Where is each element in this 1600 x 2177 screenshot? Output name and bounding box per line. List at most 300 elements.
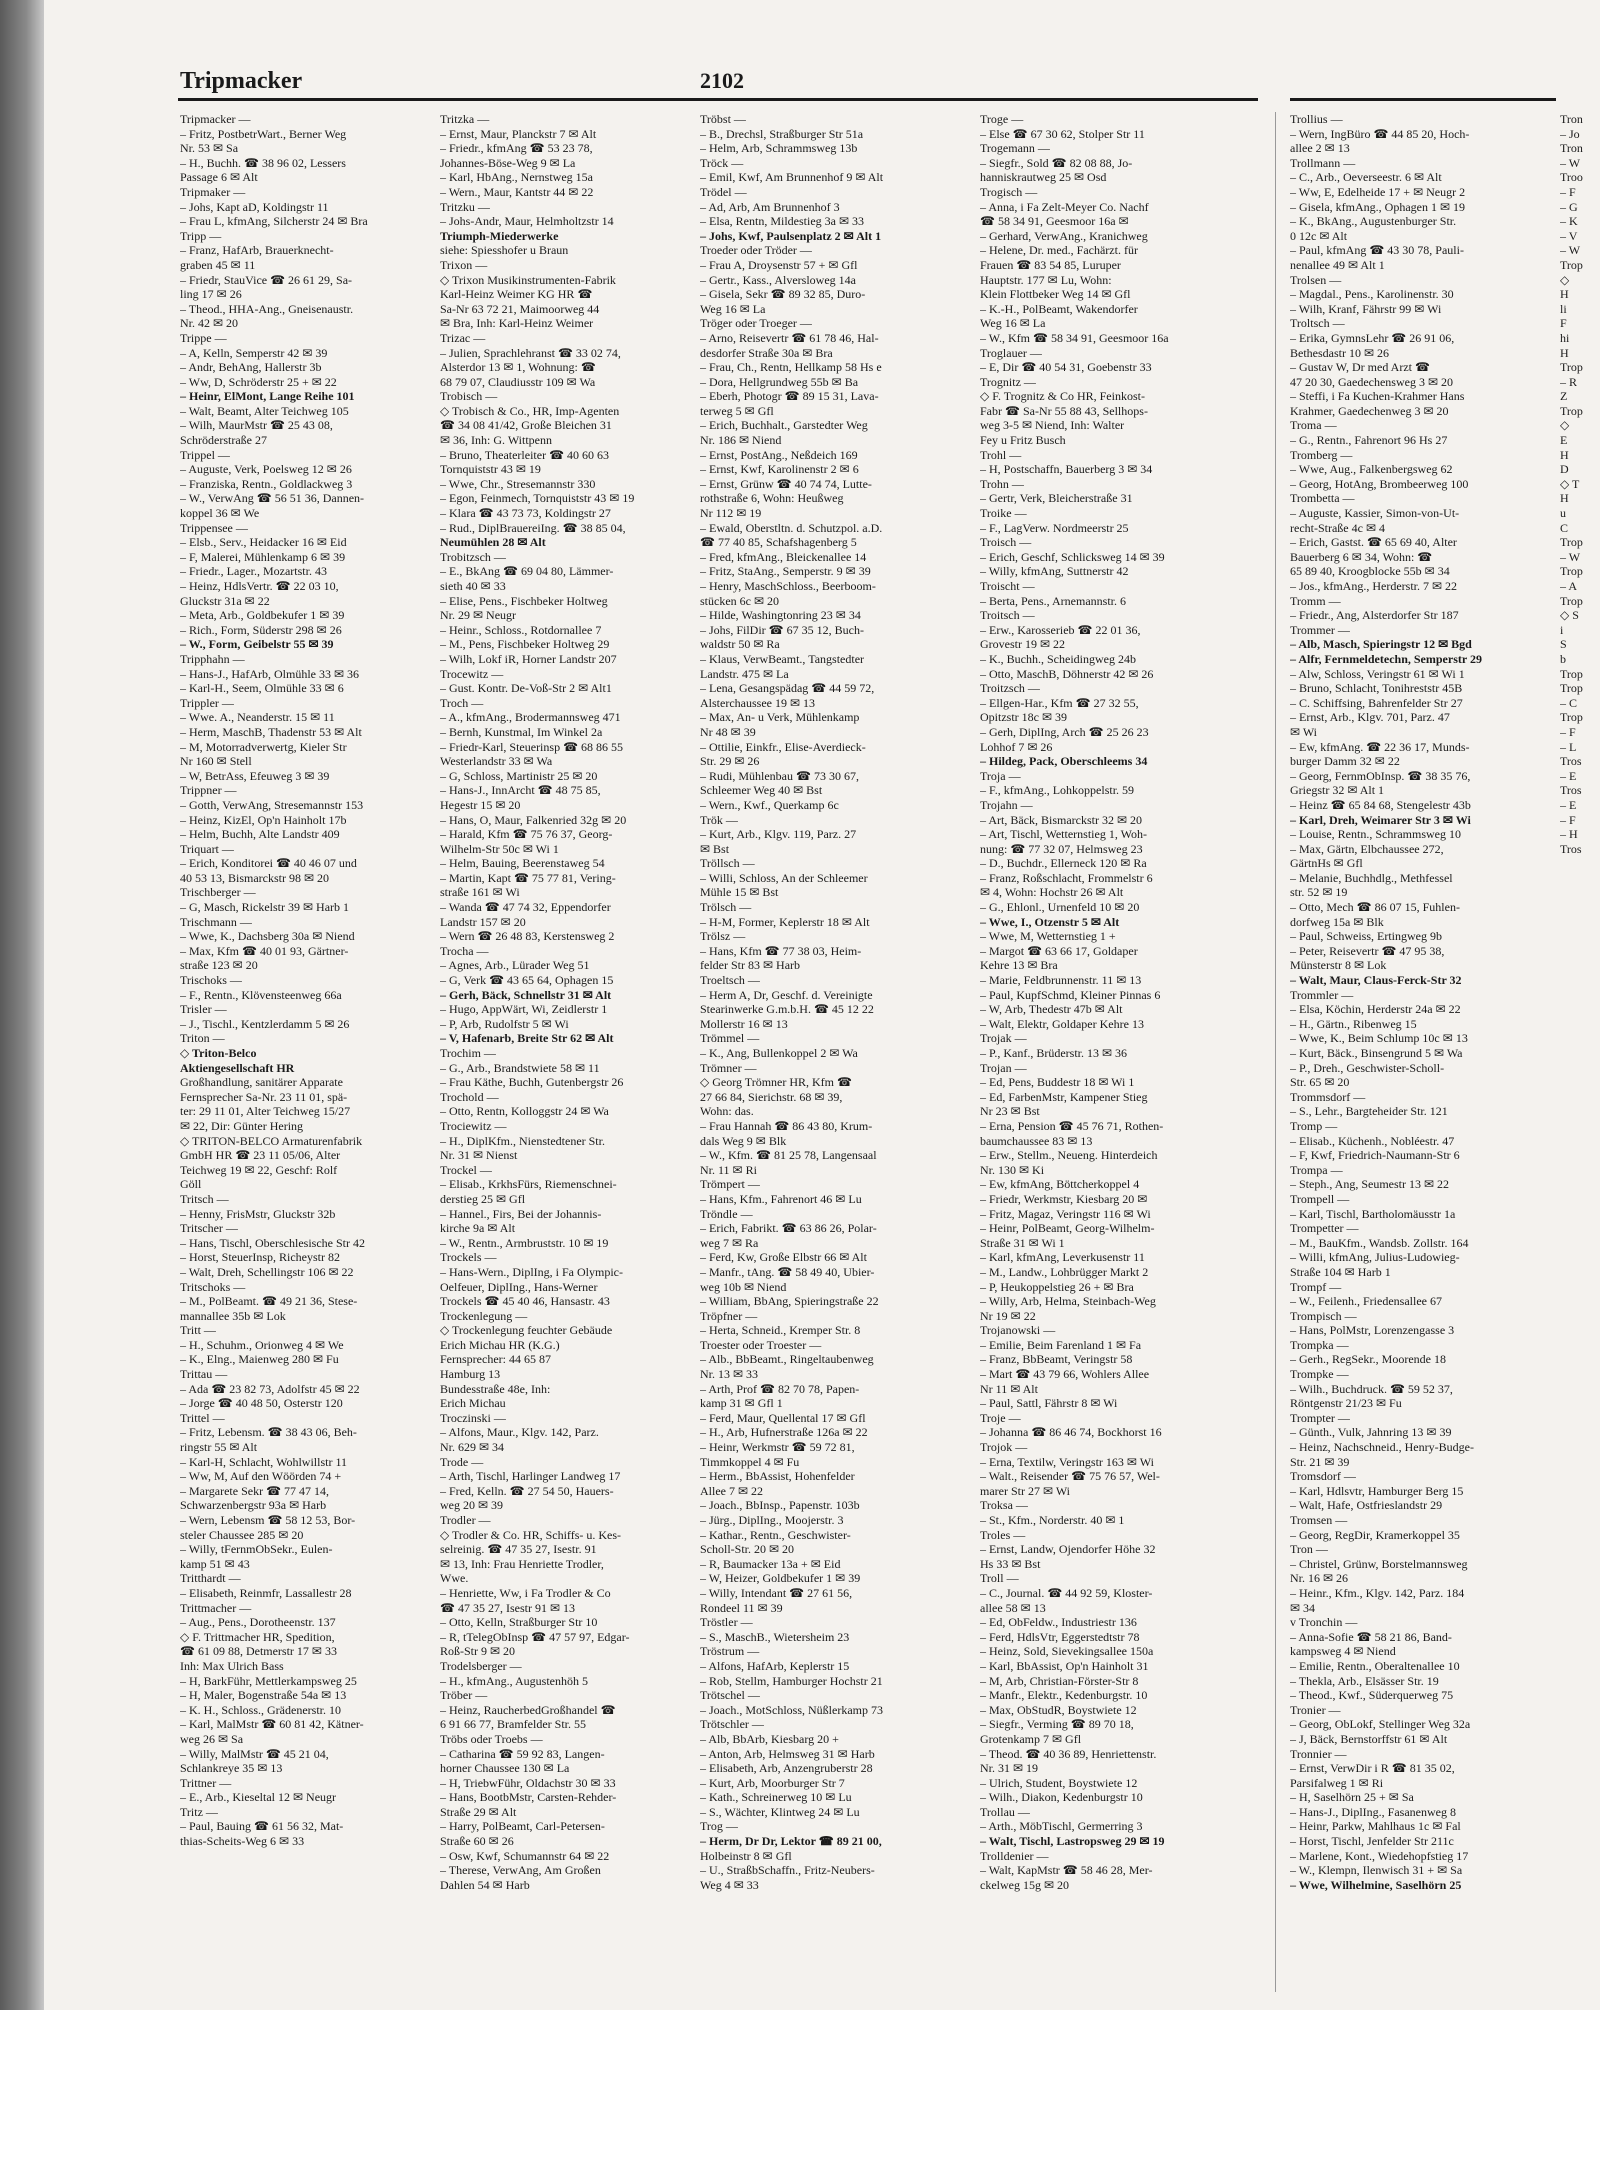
directory-entry: – Helm, Arb, Schrammsweg 13b: [700, 141, 858, 156]
directory-entry: – H., Schuhm., Orionweg 4 ✉ We: [180, 1337, 344, 1352]
directory-entry: ling 17 ✉ 26: [180, 287, 242, 302]
directory-entry: Tronnier —: [1290, 1746, 1347, 1761]
directory-entry: – Ernst, Arb., Klgv. 701, Parz. 47: [1290, 710, 1450, 725]
directory-entry: – H., Arb, Hufnerstraße 126a ✉ 22: [700, 1425, 868, 1440]
directory-entry: – Melanie, Buchhdlg., Methfessel: [1290, 870, 1453, 885]
directory-entry: Nr. 11 ✉ Ri: [700, 1162, 757, 1177]
directory-entry: – Wern., Kwf., Querkamp 6c: [700, 797, 839, 812]
directory-entry: – Aug., Pens., Dorotheenstr. 137: [180, 1615, 336, 1630]
directory-entry: Tröndle —: [700, 1206, 753, 1221]
directory-entry: Tröck —: [700, 155, 744, 170]
directory-entry: – Elisabeth, Reinmfr, Lassallestr 28: [180, 1585, 352, 1600]
directory-entry: – Karl-H., Seem, Olmühle 33 ✉ 6: [180, 681, 344, 696]
directory-entry: Nr. 130 ✉ Ki: [980, 1162, 1045, 1177]
directory-entry: weg 20 ✉ 39: [440, 1498, 504, 1513]
directory-entry: Tröstrum —: [700, 1644, 760, 1659]
directory-entry: Wwe.: [440, 1571, 469, 1586]
directory-entry: Schröderstraße 27: [180, 433, 267, 448]
page-number: 2102: [700, 68, 744, 93]
directory-entry: – G, Masch, Rickelstr 39 ✉ Harb 1: [180, 900, 350, 915]
directory-entry: Tros: [1560, 841, 1582, 856]
directory-entry: Trollius —: [1290, 112, 1343, 126]
directory-entry: – W., Kfm. ☎ 81 25 78, Langensaal: [700, 1148, 877, 1163]
directory-entry: Trop: [1560, 403, 1583, 418]
directory-entry: F: [1560, 316, 1567, 331]
directory-entry: baumchaussee 83 ✉ 13: [980, 1133, 1093, 1148]
directory-entry: Oelfeuer, DiplIng., Hans-Werner: [440, 1279, 598, 1294]
directory-column-3: [700, 112, 960, 1892]
directory-entry: – W: [1560, 155, 1581, 170]
directory-entry: Hamburg 13: [440, 1367, 501, 1382]
directory-entry: Opitzstr 18c ✉ 39: [980, 710, 1068, 725]
directory-entry: – Ellgen-Har., Kfm ☎ 27 32 55,: [980, 695, 1139, 710]
directory-entry: Troischt —: [980, 579, 1035, 593]
directory-entry: – Friedr, StauVice ☎ 26 61 29, Sa-: [180, 272, 353, 287]
directory-entry: – Wern, IngBüro ☎ 44 85 20, Hoch-: [1290, 126, 1470, 141]
directory-entry: – Dora, Hellgrundweg 55b ✉ Ba: [700, 374, 859, 389]
directory-entry: Tröpfner —: [700, 1308, 758, 1323]
directory-entry: – Otto, Kelln, Straßburger Str 10: [440, 1615, 598, 1630]
directory-entry: Nr 160 ✉ Stell: [180, 754, 252, 769]
directory-entry: 47 20 30, Gaedechensweg 3 ✉ 20: [1290, 374, 1454, 389]
directory-entry: – Henny, FrisMstr, Gluckstr 32b: [180, 1206, 336, 1221]
directory-entry: – Otto, MaschB, Döhnerstr 42 ✉ 26: [980, 666, 1154, 681]
directory-entry: – Magdal., Pens., Karolinenstr. 30: [1290, 287, 1454, 302]
directory-entry: Trompa —: [1290, 1162, 1343, 1177]
directory-entry: – Max, ObStudR, Boystwiete 12: [980, 1702, 1137, 1717]
directory-entry: – Ada ☎ 23 82 73, Adolfstr 45 ✉ 22: [180, 1381, 360, 1396]
directory-entry: – Frau A, Droysenstr 57 + ✉ Gfl: [700, 257, 858, 272]
directory-entry: – C., Arb., Oeverseestr. 6 ✉ Alt: [1290, 170, 1442, 185]
directory-entry: ✉ Bra, Inh: Karl-Heinz Weimer: [440, 316, 594, 331]
directory-entry: Trompke —: [1290, 1367, 1349, 1382]
directory-entry: – W., Kfm ☎ 58 34 91, Geesmoor 16a: [980, 330, 1169, 345]
directory-entry: – William, BbAng, Spieringstraße 22: [700, 1294, 879, 1309]
directory-entry: – H, Saselhörn 25 + ✉ Sa: [1290, 1790, 1414, 1805]
directory-entry: terweg 5 ✉ Gfl: [700, 403, 774, 418]
directory-entry: – Gertr., Kass., Alversloweg 14a: [700, 272, 856, 287]
directory-entry: ✉ 36, Inh: G. Wittpenn: [440, 433, 553, 448]
directory-entry: – Hans, O, Maur, Falkenried 32g ✉ 20: [440, 812, 627, 827]
directory-entry: ☎ 58 34 91, Geesmoor 16a ✉: [980, 214, 1129, 229]
directory-entry: – Willy, MalMstr ☎ 45 21 04,: [180, 1746, 329, 1761]
directory-entry: Krahmer, Gaedechenweg 3 ✉ 20: [1290, 403, 1449, 418]
directory-entry: Erich Michau: [440, 1396, 506, 1411]
directory-entry: Nr 19 ✉ 22: [980, 1308, 1036, 1323]
directory-entry: Tros: [1560, 754, 1582, 769]
directory-entry: – Lena, Gesangspädag ☎ 44 59 72,: [700, 681, 875, 696]
directory-entry: – Frau Käthe, Buchh, Gutenbergstr 26: [440, 1075, 624, 1090]
directory-entry: – Willy, Intendant ☎ 27 61 56,: [700, 1585, 853, 1600]
directory-entry: Trittel —: [180, 1410, 225, 1425]
directory-entry: – Horst, Tischl, Jenfelder Str 211c: [1290, 1834, 1454, 1849]
directory-entry: Str. 21 ✉ 39: [1290, 1454, 1350, 1469]
directory-entry: – Hugo, AppWärt, Wi, Zeidlerstr 1: [440, 1002, 608, 1017]
directory-entry: – Bernh, Kunstmal, Im Winkel 2a: [440, 724, 603, 739]
directory-entry: – P., Dreh., Geschwister-Scholl-: [1290, 1060, 1445, 1075]
directory-entry: Trobitzsch —: [440, 549, 506, 564]
directory-entry: – Ferd, HdlsVtr, Eggerstedtstr 78: [980, 1629, 1140, 1644]
directory-entry: Tron —: [1290, 1542, 1328, 1557]
directory-entry: – Hans-J., DiplIng., Fasanenweg 8: [1290, 1804, 1456, 1819]
directory-entry: – Johs, FilDir ☎ 67 35 12, Buch-: [700, 622, 864, 637]
directory-entry: – Therese, VerwAng, Am Großen: [440, 1863, 601, 1878]
directory-entry: – Friedr-Karl, Steuerinsp ☎ 68 86 55: [440, 739, 624, 754]
directory-entry: Stearinwerke G.m.b.H. ☎ 45 12 22: [700, 1002, 874, 1017]
directory-entry: Tros: [1560, 783, 1582, 798]
directory-entry: – Elisabeth, Arb, Anzengruberstr 28: [700, 1761, 873, 1776]
directory-entry: Trolldenier —: [980, 1848, 1049, 1863]
directory-entry: Troja —: [980, 768, 1021, 783]
directory-entry: – Ferd, Maur, Quellental 17 ✉ Gfl: [700, 1410, 866, 1425]
directory-entry: Trompell —: [1290, 1191, 1350, 1206]
directory-entry: GärtnHs ✉ Gfl: [1290, 856, 1363, 871]
directory-entry: – G., Rentn., Fahrenort 96 Hs 27: [1290, 433, 1448, 448]
directory-entry: – P., Kanf., Brüderstr. 13 ✉ 36: [980, 1046, 1128, 1060]
directory-entry: – Willi, Schloss, An der Schleemer: [700, 870, 868, 885]
directory-entry: u: [1560, 506, 1566, 521]
directory-entry: Nr. 16 ✉ 26: [1290, 1571, 1349, 1586]
directory-entry: – V: [1560, 228, 1578, 243]
directory-entry: – Ernst, Maur, Planckstr 7 ✉ Alt: [440, 126, 597, 141]
directory-entry: – Georg, ObLokf, Stellinger Weg 32a: [1290, 1717, 1471, 1732]
directory-entry: Tröbs oder Troebs —: [440, 1731, 543, 1746]
directory-entry: ✉ 22, Dir: Günter Hering: [180, 1118, 304, 1133]
directory-entry: – Erw., Karosserieb ☎ 22 01 36,: [980, 622, 1141, 637]
directory-entry: – Wilh, Lokf iR, Horner Landstr 207: [440, 651, 617, 666]
directory-entry: – Osw, Kwf, Schumannstr 64 ✉ 22: [440, 1848, 610, 1863]
directory-entry: Trompisch —: [1290, 1308, 1357, 1323]
directory-entry: – Anna, i Fa Zelt-Meyer Co. Nachf: [980, 199, 1149, 214]
directory-entry: – Fritz, Magaz, Veringstr 116 ✉ Wi: [980, 1206, 1151, 1221]
directory-entry: – E: [1560, 768, 1577, 783]
directory-entry: 68 79 07, Claudiusstr 109 ✉ Wa: [440, 374, 596, 389]
directory-entry: – Harry, PolBeamt, Carl-Petersen-: [440, 1819, 605, 1834]
directory-entry: – Paul, KupfSchmd, Kleiner Pinnas 6: [980, 987, 1161, 1002]
directory-entry: Dahlen 54 ✉ Harb: [440, 1877, 530, 1892]
directory-entry: ✉ Bst: [700, 841, 730, 856]
directory-entry: – Willi, kfmAng, Julius-Ludowieg-: [1290, 1250, 1460, 1265]
directory-entry: – Walt., Reisender ☎ 75 76 57, Wel-: [980, 1469, 1160, 1484]
directory-entry: – H., Buchh. ☎ 38 96 02, Lessers: [180, 155, 346, 170]
directory-entry: – Siegfr., Sold ☎ 82 08 88, Jo-: [980, 155, 1133, 170]
directory-entry: ✉ Wi: [1290, 724, 1318, 739]
directory-entry: – G, Schloss, Martinistr 25 ✉ 20: [440, 768, 598, 783]
directory-entry: Tron: [1560, 141, 1583, 156]
directory-entry: Tromm —: [1290, 593, 1341, 608]
directory-entry: – Alb, Masch, Spieringstr 12 ✉ Bgd: [1290, 637, 1472, 652]
directory-entry: – Fred, Kelln. ☎ 27 54 50, Hauers-: [440, 1483, 614, 1498]
directory-entry: mannallee 35b ✉ Lok: [180, 1308, 286, 1323]
directory-entry: – W: [1560, 243, 1581, 258]
directory-entry: – B., Drechsl, Straßburger Str 51a: [700, 126, 864, 141]
directory-entry: ☎ 34 08 41/42, Große Bleichen 31: [440, 418, 612, 433]
directory-entry: – Heinz ☎ 65 84 68, Stengelestr 43b: [1290, 797, 1471, 812]
directory-entry: – Hilde, Washingtonring 23 ✉ 34: [700, 608, 861, 623]
directory-entry: – Theod. ☎ 40 36 89, Henriettenstr.: [980, 1746, 1157, 1761]
directory-entry: – Gustav W, Dr med Arzt ☎: [1290, 360, 1430, 375]
directory-entry: ☎ 47 35 27, Isestr 91 ✉ 13: [440, 1600, 575, 1615]
directory-entry: Troles —: [980, 1527, 1026, 1542]
directory-entry: – Fritz, Lebensm. ☎ 38 43 06, Beh-: [180, 1425, 357, 1440]
directory-entry: Schlankreye 35 ✉ 13: [180, 1761, 283, 1776]
directory-entry: – Walt, Hafe, Ostfrieslandstr 29: [1290, 1498, 1443, 1513]
directory-entry: thias-Scheits-Weg 6 ✉ 33: [180, 1834, 305, 1849]
directory-entry: – Georg, FernmObInsp. ☎ 38 35 76,: [1290, 768, 1471, 783]
directory-entry: Straße 104 ✉ Harb 1: [1290, 1264, 1391, 1279]
directory-entry: Trischberger —: [180, 885, 256, 900]
directory-entry: – Ernst, VerwDir i R ☎ 81 35 02,: [1290, 1761, 1455, 1776]
directory-entry: Aktiengesellschaft HR: [180, 1060, 295, 1075]
directory-entry: – Klara ☎ 43 73 73, Koldingstr 27: [440, 506, 611, 521]
directory-entry: Grovestr 19 ✉ 22: [980, 637, 1066, 652]
directory-entry: Frauen ☎ 83 54 85, Luruper: [980, 257, 1121, 272]
directory-entry: Trommler —: [1290, 987, 1354, 1002]
directory-entry: Tröbst —: [700, 112, 746, 126]
directory-entry: – A., kfmAng., Brodermannsweg 471: [440, 710, 621, 725]
directory-entry: Troje —: [980, 1410, 1021, 1425]
directory-entry: – Karl-H, Schlacht, Wohlwillstr 11: [180, 1454, 348, 1469]
directory-entry: – Margarete Sekr ☎ 77 47 14,: [180, 1483, 330, 1498]
directory-entry: – H, Postschaffn, Bauerberg 3 ✉ 34: [980, 462, 1153, 477]
directory-entry: allee 58 ✉ 13: [980, 1600, 1046, 1615]
directory-entry: Trompetter —: [1290, 1221, 1359, 1236]
directory-entry: – Helene, Dr. med., Fachärzt. für: [980, 243, 1138, 258]
directory-entry: Trode —: [440, 1454, 484, 1469]
directory-entry: – Heinz, KizEl, Op'n Hainholt 17b: [180, 812, 347, 827]
directory-entry: ◇ F. Trognitz & Co HR, Feinkost-: [980, 389, 1145, 404]
directory-entry: Johannes-Böse-Weg 9 ✉ La: [440, 155, 576, 170]
directory-entry: Trodelsberger —: [440, 1658, 522, 1673]
directory-entry: – Egon, Feinmech, Tornquiststr 43 ✉ 19: [440, 491, 635, 506]
directory-entry: – Herm, MaschB, Thadenstr 53 ✉ Alt: [180, 724, 362, 739]
directory-entry: – Erich, Buchhalt., Garstedter Weg: [700, 418, 868, 433]
directory-entry: Trommsdorf —: [1290, 1089, 1366, 1104]
directory-entry: – Arno, Reisevertr ☎ 61 78 46, Hal-: [700, 330, 879, 345]
directory-entry: ✉ 4, Wohn: Hochstr 26 ✉ Alt: [980, 885, 1124, 900]
directory-entry: – Ernst, Landw, Ojendorfer Höhe 32: [980, 1542, 1156, 1557]
directory-entry: Trömmel —: [700, 1031, 760, 1046]
directory-entry: C: [1560, 520, 1569, 535]
directory-entry: ter: 29 11 01, Alter Teichweg 15/27: [180, 1104, 351, 1119]
directory-entry: – M., BauKfm., Wandsb. Zollstr. 164: [1290, 1235, 1469, 1250]
directory-entry: – Fritz, PostbetrWart., Berner Weg: [180, 126, 347, 141]
directory-entry: Troltsch —: [1290, 316, 1345, 331]
directory-entry: ◇: [1560, 418, 1570, 433]
directory-entry: Trogemann —: [980, 141, 1050, 156]
directory-entry: – Emil, Kwf, Am Brunnenhof 9 ✉ Alt: [700, 170, 884, 185]
directory-entry: – Gotth, VerwAng, Stresemannstr 153: [180, 797, 364, 812]
directory-entry: Landstr. 475 ✉ La: [700, 666, 789, 681]
directory-entry: Tritzka —: [440, 112, 490, 126]
directory-entry: – K., Ang, Bullenkoppel 2 ✉ Wa: [700, 1046, 858, 1060]
directory-entry: – S., Lehr., Bargteheider Str. 121: [1290, 1104, 1448, 1119]
directory-entry: Tornquiststr 43 ✉ 19: [440, 462, 541, 477]
directory-entry: 6 91 66 77, Bramfelder Str. 55: [440, 1717, 586, 1732]
directory-entry: – Jo: [1560, 126, 1580, 141]
directory-entry: – Kathar., Rentn., Geschwister-: [700, 1527, 851, 1542]
directory-entry: waldstr 50 ✉ Ra: [700, 637, 780, 652]
directory-entry: Bauerberg 6 ✉ 34, Wohn: ☎: [1290, 549, 1433, 564]
directory-entry: – Heinz, HdlsVertr. ☎ 22 03 10,: [180, 579, 339, 593]
directory-entry: Tröllsch —: [700, 856, 755, 871]
directory-entry: Trömner —: [700, 1060, 757, 1075]
directory-entry: Bundesstraße 48e, Inh:: [440, 1381, 551, 1396]
directory-entry: Tripmaker —: [180, 184, 246, 199]
directory-entry: Troisch —: [980, 535, 1032, 550]
directory-entry: – Heinr, PolBeamt, Georg-Wilhelm-: [980, 1221, 1155, 1236]
directory-entry: Nr 23 ✉ Bst: [980, 1104, 1040, 1119]
directory-entry: Erich Michau HR (K.G.): [440, 1337, 560, 1352]
directory-entry: Troksa —: [980, 1498, 1028, 1513]
directory-entry: Neumühlen 28 ✉ Alt: [440, 535, 546, 550]
directory-entry: – K: [1560, 214, 1578, 229]
directory-entry: – Wwe, K., Beim Schlump 10c ✉ 13: [1290, 1031, 1468, 1046]
directory-entry: – Wwe, I., Otzenstr 5 ✉ Alt: [980, 914, 1120, 929]
directory-entry: – Rich., Form, Süderstr 298 ✉ 26: [180, 622, 342, 637]
directory-entry: – Erw., Stellm., Neueng. Hinterdeich: [980, 1148, 1158, 1163]
directory-entry: – Margot ☎ 63 66 17, Goldaper: [980, 943, 1138, 958]
directory-entry: Troester oder Troester —: [700, 1337, 822, 1352]
directory-entry: – Elsa, Köchin, Herderstr 24a ✉ 22: [1290, 1002, 1461, 1017]
directory-entry: Trochold —: [440, 1089, 499, 1104]
directory-entry: Trötschel —: [700, 1688, 760, 1703]
directory-entry: – Rudi, Mühlenbau ☎ 73 30 67,: [700, 768, 859, 783]
directory-entry: – F: [1560, 184, 1576, 199]
directory-entry: Straße 31 ✉ Wi 1: [980, 1235, 1065, 1250]
directory-entry: – K., Elng., Maienweg 280 ✉ Fu: [180, 1352, 339, 1367]
directory-entry: – Walt, Tischl, Lastropsweg 29 ✉ 19: [980, 1834, 1165, 1849]
directory-entry: Tripp —: [180, 228, 222, 243]
directory-entry: – Hannel., Firs, Bei der Johannis-: [440, 1206, 602, 1221]
directory-entry: weg 3-5 ✉ Niend, Inh: Walter: [980, 418, 1125, 433]
directory-entry: Trop: [1560, 710, 1583, 725]
directory-entry: – R: [1560, 374, 1578, 389]
directory-entry: Trischmann —: [180, 914, 252, 929]
directory-entry: – H: [1560, 827, 1578, 842]
directory-entry: – Paul, Bauing ☎ 61 56 32, Mat-: [180, 1819, 344, 1834]
directory-entry: – Karl, Dreh, Weimarer Str 3 ✉ Wi: [1290, 812, 1471, 827]
directory-entry: weg 10b ✉ Niend: [700, 1279, 787, 1294]
directory-entry: D: [1560, 462, 1569, 477]
directory-entry: ringstr 55 ✉ Alt: [180, 1440, 258, 1455]
directory-entry: burger Damm 32 ✉ 22: [1290, 754, 1400, 769]
directory-entry: Troch —: [440, 695, 484, 710]
directory-entry: ✉ 13, Inh: Frau Henriette Trodler,: [440, 1556, 604, 1571]
directory-entry: Tritz —: [180, 1804, 218, 1819]
directory-entry: Trockels ☎ 45 40 46, Hansastr. 43: [440, 1294, 610, 1309]
directory-entry: – Günth., Vulk, Jahnring 13 ✉ 39: [1290, 1425, 1452, 1440]
directory-entry: Landstr 157 ✉ 20: [440, 914, 526, 929]
directory-entry: GmbH HR ☎ 23 11 05/06, Alter: [180, 1148, 341, 1163]
directory-entry: Trop: [1560, 360, 1583, 375]
directory-entry: – J, Bäck, Bernstorffstr 61 ✉ Alt: [1290, 1731, 1448, 1746]
directory-entry: – Emilie, Beim Farenland 1 ✉ Fa: [980, 1337, 1142, 1352]
directory-entry: Trognitz —: [980, 374, 1036, 389]
directory-entry: – Kurt, Bäck., Binsengrund 5 ✉ Wa: [1290, 1046, 1463, 1060]
directory-entry: Kehre 13 ✉ Bra: [980, 958, 1058, 973]
directory-entry: – Marie, Feldbrunnenstr. 11 ✉ 13: [980, 973, 1142, 988]
directory-entry: – Ed, ObFeldw., Industriestr 136: [980, 1615, 1137, 1630]
directory-entry: Trocewitz —: [440, 666, 504, 681]
directory-entry: Göll: [180, 1177, 202, 1192]
directory-entry: – E., BkAng ☎ 69 04 80, Lämmer-: [440, 564, 614, 579]
directory-column-6-cropped: [1560, 112, 1600, 856]
directory-entry: – Hans, Tischl, Oberschlesische Str 42: [180, 1235, 365, 1250]
directory-entry: H: [1560, 287, 1569, 302]
directory-entry: – Walt, KapMstr ☎ 58 46 28, Mer-: [980, 1863, 1153, 1878]
directory-entry: – U., StraßbSchaffn., Fritz-Neubers-: [700, 1863, 875, 1878]
directory-entry: – Gerhard, VerwAng., Kranichweg: [980, 228, 1148, 243]
directory-entry: – G., Ehlonl., Urnenfeld 10 ✉ 20: [980, 900, 1140, 915]
directory-entry: – Karl, MalMstr ☎ 60 81 42, Kätner-: [180, 1717, 364, 1732]
directory-entry: – M., Landw., Lohbrügger Markt 2: [980, 1264, 1149, 1279]
directory-entry: – Johs-Andr, Maur, Helmholtzstr 14: [440, 214, 614, 229]
directory-entry: – Friedr, Werkmstr, Kiesbarg 20 ✉: [980, 1191, 1148, 1206]
directory-entry: Troeder oder Tröder —: [700, 243, 812, 258]
directory-entry: – Heinz, RaucherbedGroßhandel ☎: [440, 1702, 616, 1717]
directory-entry: Trompter —: [1290, 1410, 1350, 1425]
directory-entry: – Ferd, Kw, Große Elbstr 66 ✉ Alt: [700, 1250, 867, 1265]
directory-entry: – H-M, Former, Keplerstr 18 ✉ Alt: [700, 914, 870, 929]
directory-entry: – Henriette, Ww, i Fa Trodler & Co: [440, 1585, 611, 1600]
directory-entry: – Elise, Pens., Fischbeker Holtweg: [440, 593, 608, 608]
directory-entry: – Christel, Grünw, Borstelmannsweg: [1290, 1556, 1468, 1571]
directory-entry: Holbeinstr 8 ✉ Gfl: [700, 1848, 792, 1863]
directory-entry: – Arth., MöbTischl, Germerring 3: [980, 1819, 1143, 1834]
directory-entry: – W, Arb, Thedestr 47b ✉ Alt: [980, 1002, 1123, 1017]
directory-entry: – G, Verk ☎ 43 65 64, Ophagen 15: [440, 973, 614, 988]
directory-entry: 27 66 84, Sierichstr. 68 ✉ 39,: [700, 1089, 843, 1104]
directory-entry: Trixon —: [440, 257, 488, 272]
directory-entry: – Herm, Dr Dr, Lektor ☎ 89 21 00,: [700, 1834, 882, 1849]
running-head-title: Tripmacker: [180, 68, 303, 94]
directory-entry: kirche 9a ✉ Alt: [440, 1221, 516, 1236]
directory-entry: Nr. 186 ✉ Niend: [700, 433, 782, 448]
directory-entry: – Heinr, Werkmstr ☎ 59 72 81,: [700, 1440, 855, 1455]
directory-entry: – Thekla, Arb., Elsässer Str. 19: [1290, 1673, 1439, 1688]
directory-entry: Troo: [1560, 170, 1583, 185]
directory-entry: Trohl —: [980, 447, 1022, 462]
directory-entry: – F., LagVerw. Nordmeerstr 25: [980, 520, 1129, 535]
directory-entry: – G., Arb., Brandstwiete 58 ✉ 11: [440, 1060, 600, 1075]
directory-entry: Trop: [1560, 564, 1583, 579]
directory-entry: Nr. 29 ✉ Neugr: [440, 608, 517, 623]
book-spine: [0, 0, 44, 2010]
directory-entry: – Heinr, ElMont, Lange Reihe 101: [180, 389, 355, 404]
directory-entry: Trittner —: [180, 1775, 232, 1790]
directory-entry: – Ew, kfmAng, Böttcherkoppel 4: [980, 1177, 1140, 1192]
directory-entry: – Kurt, Arb, Moorburger Str 7: [700, 1775, 845, 1790]
directory-entry: – C., Journal. ☎ 44 92 59, Kloster-: [980, 1585, 1153, 1600]
directory-entry: – Art, Bäck, Bismarckstr 32 ✉ 20: [980, 812, 1143, 827]
directory-entry: – Mart ☎ 43 79 66, Wohlers Allee: [980, 1367, 1150, 1382]
directory-entry: Troge —: [980, 112, 1024, 126]
directory-entry: – C. Schiffsing, Bahrenfelder Str 27: [1290, 695, 1463, 710]
directory-entry: Trochim —: [440, 1046, 496, 1060]
directory-entry: – J., Tischl., Kentzlerdamm 5 ✉ 26: [180, 1016, 350, 1031]
directory-entry: – Gerh, DiplIng, Arch ☎ 25 26 23: [980, 724, 1149, 739]
directory-entry: Nr. 31 ✉ Nienst: [440, 1148, 518, 1163]
directory-entry: – Anna-Sofie ☎ 58 21 86, Band-: [1290, 1629, 1452, 1644]
directory-entry: Trök —: [700, 812, 738, 827]
directory-entry: ◇: [1560, 272, 1570, 287]
directory-entry: – Joach., BbInsp., Papenstr. 103b: [700, 1498, 860, 1513]
directory-entry: Hs 33 ✉ Bst: [980, 1556, 1041, 1571]
directory-entry: – L: [1560, 739, 1577, 754]
directory-entry: Trop: [1560, 593, 1583, 608]
directory-entry: – S., MaschB., Wietersheim 23: [700, 1629, 850, 1644]
